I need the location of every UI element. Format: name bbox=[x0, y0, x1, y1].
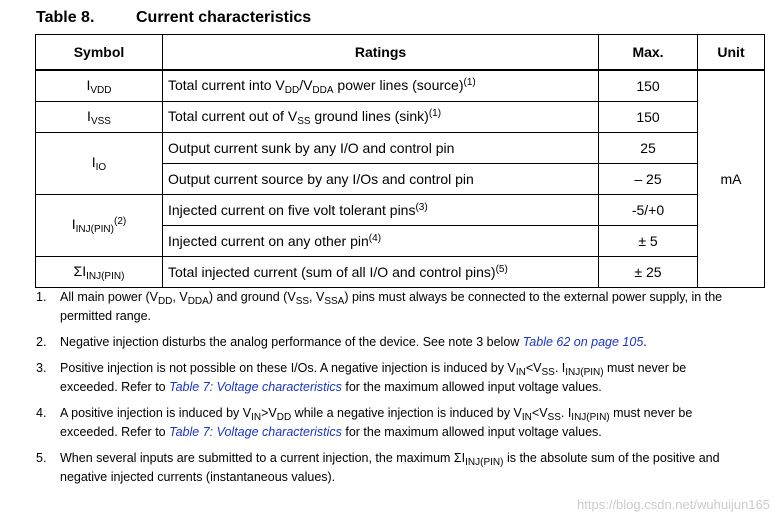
header-symbol: Symbol bbox=[36, 35, 163, 71]
current-characteristics-table bbox=[35, 34, 765, 288]
table-7-link[interactable]: Table 7: Voltage characteristics bbox=[169, 380, 342, 394]
table-number: Table 8. bbox=[36, 9, 95, 26]
header-max: Max. bbox=[599, 35, 698, 71]
header-ratings: Ratings bbox=[163, 35, 599, 71]
max-cell: -5/+0 bbox=[599, 195, 698, 226]
table-row bbox=[36, 133, 765, 164]
header-unit: Unit bbox=[698, 35, 765, 71]
table-62-link[interactable]: Table 62 on page 105 bbox=[522, 335, 644, 349]
symbol-cell: $I_{VSS}$ bbox=[36, 102, 163, 133]
footnotes bbox=[36, 290, 736, 496]
unit-cell: mA bbox=[698, 70, 765, 288]
table-row bbox=[36, 102, 765, 133]
rating-cell: Output current source by any I/Os and control pin bbox=[163, 164, 599, 195]
footnote-5: 5. When several inputs are submitted to a current injection, the maximum $\Sigma I_{INJ(PIN)}$ is the absolute sum of the positive and negative injected currents (instantaneous values). bbox=[36, 451, 720, 484]
table-row bbox=[36, 70, 765, 102]
table-row bbox=[36, 257, 765, 288]
symbol-cell: $I_{VDD}$ bbox=[36, 70, 163, 102]
table-row bbox=[36, 195, 765, 226]
rating-cell: Injected current on five volt tolerant pins$^{(3)}$ bbox=[163, 195, 599, 226]
footnote-2: 2. Negative injection disturbs the analog performance of the device. See note 3 below Table 62 on page 105. bbox=[36, 335, 647, 349]
symbol-cell: $I_{INJ(PIN)}^{(2)}$ bbox=[36, 195, 163, 257]
table-caption bbox=[36, 9, 311, 27]
header-row bbox=[36, 35, 765, 71]
rating-cell: Total injected current (sum of all I/O and control pins)$^{(5)}$ bbox=[163, 257, 599, 288]
rating-cell: Output current sunk by any I/O and control pin bbox=[163, 133, 599, 164]
max-cell: 150 bbox=[599, 70, 698, 102]
rating-cell: Total current into $V_{DD}/V_{DDA}$ power lines (source)$^{(1)}$ bbox=[163, 70, 599, 102]
footnote-3: 3. Positive injection is not possible on these I/Os. A negative injection is induced by $V_{IN}<V_{SS}$. $I_{INJ(PIN)}$ must never be exceeded. Refer to Table 7: Voltage characteristics for the maximum allowed input voltage values. bbox=[36, 361, 687, 394]
max-cell: – 25 bbox=[599, 164, 698, 195]
max-cell: 25 bbox=[599, 133, 698, 164]
symbol-cell: $I_{IO}$ bbox=[36, 133, 163, 195]
rating-cell: Total current out of $V_{SS}$ ground lines $(\sin k)^{(1)}$ bbox=[163, 102, 599, 133]
table-title: Current characteristics bbox=[136, 9, 312, 26]
watermark: https://blog.csdn.net/wuhuijun165 bbox=[577, 497, 770, 512]
rating-cell: Injected current on any other pin$^{(4)}$ bbox=[163, 226, 599, 257]
table-7-link[interactable]: Table 7: Voltage characteristics bbox=[169, 425, 342, 439]
max-cell: 150 bbox=[599, 102, 698, 133]
footnote-1: 1. All main power ($V_{DD}$, $V_{DDA}$) and ground ($V_{SS}$, $V_{SSA}$) pins must always be connected to the external power supply, in the permitted range. bbox=[36, 290, 723, 323]
max-cell: ± 25 bbox=[599, 257, 698, 288]
footnote-4: 4. A positive injection is induced by $V_{IN}>V_{DD}$ while a negative injection is induced by $V_{IN}<V_{SS}$. $I_{INJ(PIN)}$ must never be exceeded. Refer to Table 7: Voltage characteristics for the maximum allowed input voltage values. bbox=[36, 406, 693, 439]
symbol-cell: $\Sigma I_{INJ(PIN)}$ bbox=[36, 257, 163, 288]
max-cell: ± 5 bbox=[599, 226, 698, 257]
